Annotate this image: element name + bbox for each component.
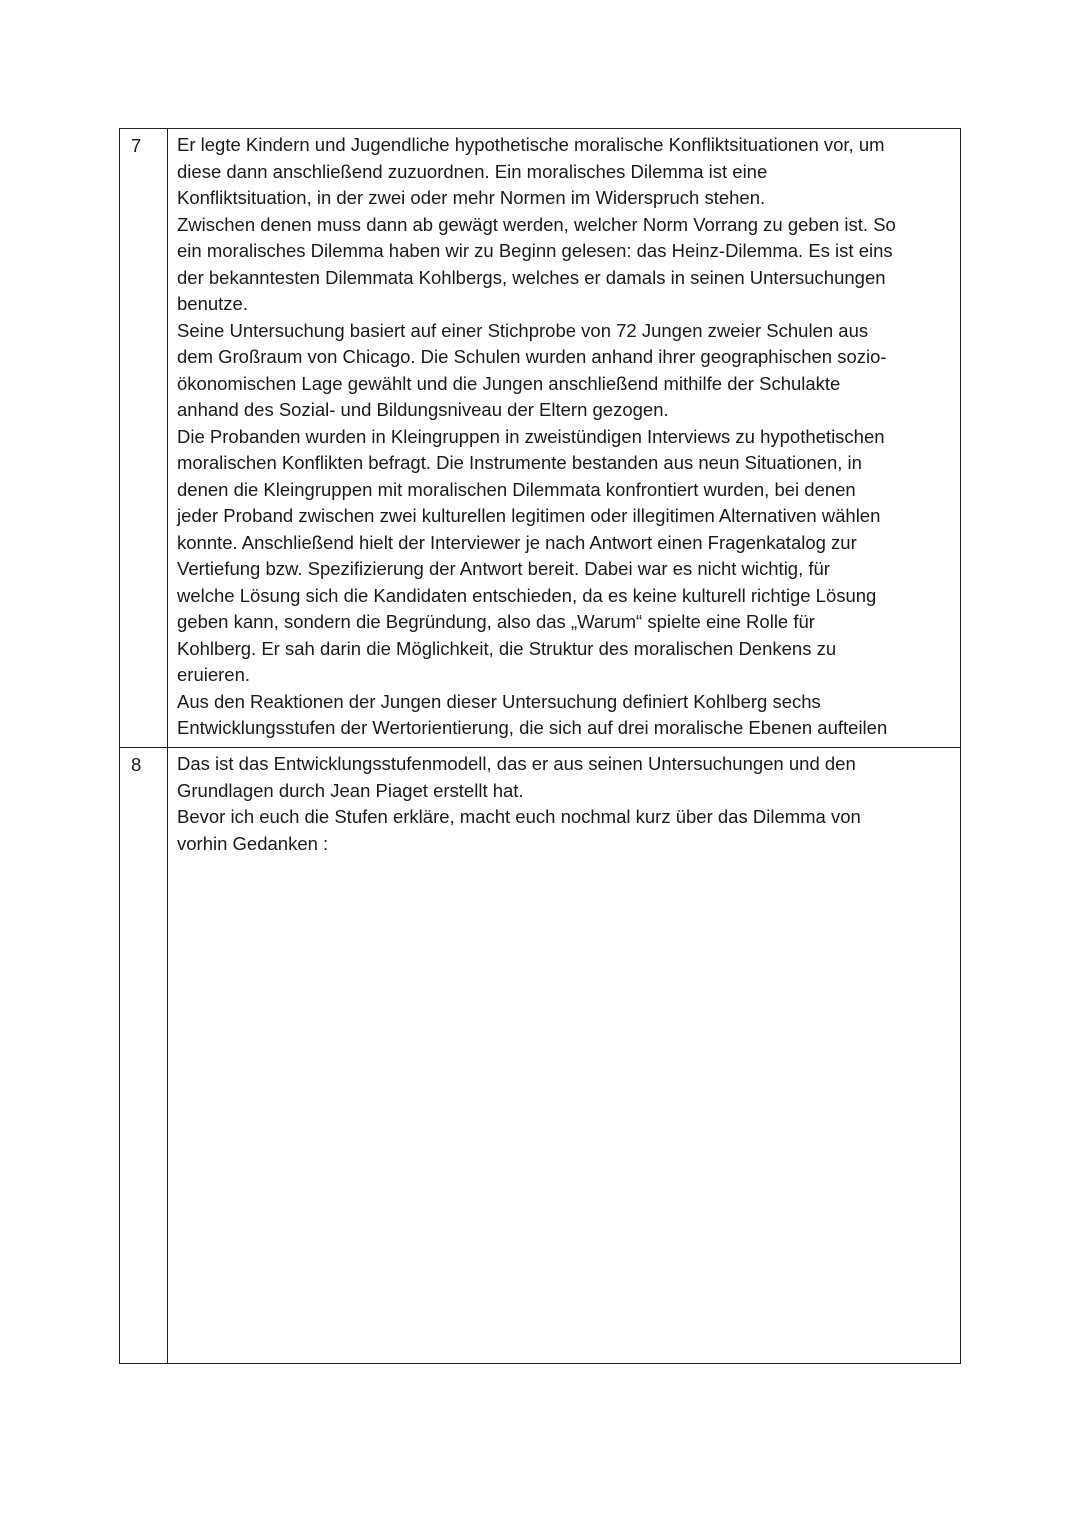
row-text xyxy=(168,129,960,747)
text-line: moralischen Konflikten befragt. Die Instrumente bestanden aus neun Situationen, in xyxy=(177,452,862,473)
text-line: Seine Untersuchung basiert auf einer Stichprobe von 72 Jungen zweier Schulen aus xyxy=(177,319,869,341)
text-line: welche Lösung sich die Kandidaten entschieden, da es keine kulturell richtige Lösung xyxy=(177,584,877,606)
text-line: geben kann, sondern die Begründung, also das „Warum“ spielte eine Rolle für xyxy=(177,611,815,632)
text-line: Das ist das Entwicklungsstufenmodell, das er aus seinen Untersuchungen und den xyxy=(177,753,856,774)
text-line: Aus den Reaktionen der Jungen dieser Untersuchung definiert Kohlberg sechs xyxy=(177,690,821,712)
text-line: vorhin Gedanken : xyxy=(177,832,329,854)
text-line: jeder Proband zwischen zwei kulturellen legitimen oder illegitimen Alternativen wählen xyxy=(177,505,881,526)
row-text xyxy=(168,748,960,1363)
text-line: Bevor ich euch die Stufen erkläre, macht euch nochmal kurz über das Dilemma von xyxy=(177,806,861,827)
text-line: Konfliktsituation, in der zwei oder mehr Normen im Widerspruch stehen. xyxy=(177,187,766,208)
text-line: Grundlagen durch Jean Piaget erstellt hat. xyxy=(177,779,524,801)
document-table xyxy=(119,128,961,1364)
row-number: 8 xyxy=(120,748,168,1363)
text-line: Zwischen denen muss dann ab gewägt werden, welcher Norm Vorrang zu geben ist. So xyxy=(177,213,896,235)
table-row xyxy=(120,747,960,1363)
text-line: Die Probanden wurden in Kleingruppen in zweistündigen Interviews zu hypothetischen xyxy=(177,425,885,447)
text-line: anhand des Sozial- und Bildungsniveau der Eltern gezogen. xyxy=(177,399,669,420)
text-line: diese dann anschließend zuzuordnen. Ein moralisches Dilemma ist eine xyxy=(177,160,768,182)
text-line: Vertiefung bzw. Spezifizierung der Antwort bereit. Dabei war es nicht wichtig, für xyxy=(177,558,830,579)
text-line: Er legte Kindern und Jugendliche hypothetische moralische Konfliktsituationen vor, um xyxy=(177,134,885,155)
text-line: konnte. Anschließend hielt der Interviewer je nach Antwort einen Fragenkatalog zur xyxy=(177,531,857,553)
row-number: 7 xyxy=(120,129,168,747)
table-row xyxy=(120,129,960,747)
text-line: benutze. xyxy=(177,293,248,314)
text-line: denen die Kleingruppen mit moralischen Dilemmata konfrontiert wurden, bei denen xyxy=(177,478,856,500)
text-line: Kohlberg. Er sah darin die Möglichkeit, die Struktur des moralischen Denkens zu xyxy=(177,637,837,659)
text-line: dem Großraum von Chicago. Die Schulen wurden anhand ihrer geographischen sozio- xyxy=(177,346,887,367)
text-line: eruieren. xyxy=(177,664,251,685)
text-line: Entwicklungsstufen der Wertorientierung, die sich auf drei moralische Ebenen aufteilen xyxy=(177,717,888,738)
text-line: ein moralisches Dilemma haben wir zu Beginn gelesen: das Heinz-Dilemma. Es ist eins xyxy=(177,240,893,261)
text-line: ökonomischen Lage gewählt und die Jungen anschließend mithilfe der Schulakte xyxy=(177,372,841,394)
text-line: der bekanntesten Dilemmata Kohlbergs, welches er damals in seinen Untersuchungen xyxy=(177,266,886,288)
